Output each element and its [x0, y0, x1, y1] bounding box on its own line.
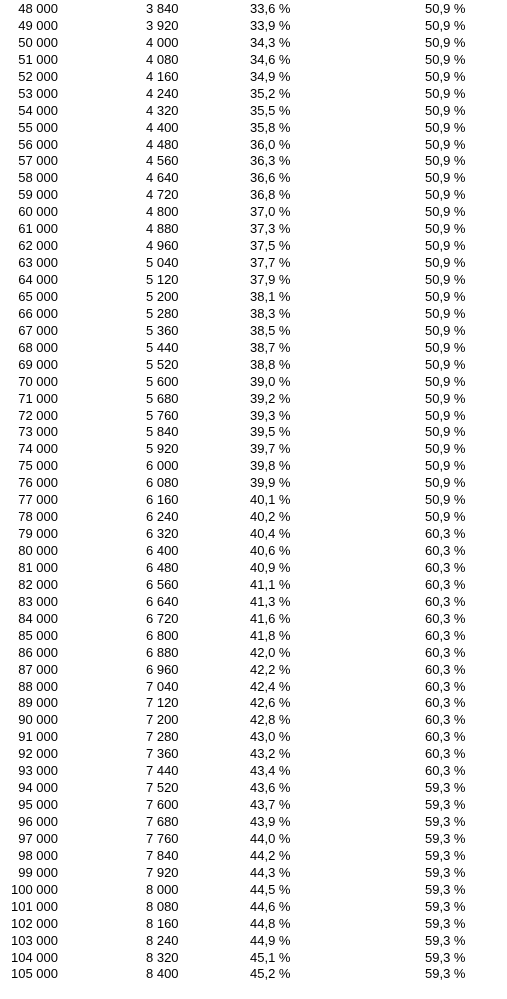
income-cell: 91 000: [18, 729, 58, 745]
average-rate-cell: 45,2 %: [250, 966, 291, 982]
marginal-rate-cell: 60,3 %: [425, 695, 466, 711]
average-rate-cell: 41,6 %: [250, 610, 291, 626]
income-cell: 93 000: [18, 763, 58, 779]
tax-cell: 6 080: [146, 475, 179, 491]
income-cell: 61 000: [18, 221, 58, 237]
tax-cell: 7 040: [146, 678, 179, 694]
tax-cell: 7 440: [146, 763, 179, 779]
income-cell: 100 000: [11, 881, 58, 897]
tax-table: [0, 1, 507, 983]
average-rate-cell: 36,3 %: [250, 153, 291, 169]
table-row: [0, 374, 507, 391]
income-cell: 94 000: [18, 780, 58, 796]
table-row: [0, 18, 507, 35]
marginal-rate-cell: 50,9 %: [425, 305, 466, 321]
income-cell: 52 000: [18, 68, 58, 84]
tax-cell: 5 920: [146, 441, 179, 457]
table-row: [0, 408, 507, 425]
tax-cell: 5 440: [146, 339, 179, 355]
tax-cell: 7 920: [146, 864, 179, 880]
table-row: [0, 729, 507, 746]
income-cell: 48 000: [18, 1, 58, 16]
table-row: [0, 221, 507, 238]
tax-cell: 5 120: [146, 272, 179, 287]
average-rate-cell: 39,9 %: [250, 475, 291, 491]
tax-cell: 7 200: [146, 712, 179, 728]
average-rate-cell: 42,6 %: [250, 695, 291, 711]
table-row: [0, 966, 507, 983]
average-rate-cell: 39,2 %: [250, 390, 291, 406]
average-rate-cell: 43,6 %: [250, 780, 291, 796]
table-row: [0, 577, 507, 594]
average-rate-cell: 42,0 %: [250, 644, 291, 660]
income-cell: 88 000: [18, 678, 58, 694]
tax-cell: 6 800: [146, 627, 179, 643]
tax-cell: 6 000: [146, 458, 179, 474]
marginal-rate-cell: 50,9 %: [425, 492, 466, 508]
tax-cell: 8 320: [146, 949, 179, 965]
table-row: [0, 763, 507, 780]
income-cell: 73 000: [18, 424, 58, 440]
tax-cell: 5 200: [146, 288, 179, 304]
table-row: [0, 865, 507, 882]
table-row: [0, 594, 507, 611]
income-cell: 104 000: [11, 949, 58, 965]
table-row: [0, 52, 507, 69]
table-row: [0, 611, 507, 628]
marginal-rate-cell: 59,3 %: [425, 898, 466, 914]
income-cell: 50 000: [18, 34, 58, 50]
table-row: [0, 492, 507, 509]
tax-cell: 6 880: [146, 644, 179, 660]
income-cell: 78 000: [18, 509, 58, 525]
average-rate-cell: 34,9 %: [250, 68, 291, 84]
tax-cell: 4 720: [146, 187, 179, 203]
tax-cell: 4 080: [146, 51, 179, 67]
marginal-rate-cell: 50,9 %: [425, 424, 466, 440]
income-cell: 81 000: [18, 559, 58, 575]
income-cell: 101 000: [11, 898, 58, 914]
income-cell: 59 000: [18, 187, 58, 203]
marginal-rate-cell: 50,9 %: [425, 153, 466, 169]
income-cell: 64 000: [18, 272, 58, 287]
average-rate-cell: 39,5 %: [250, 424, 291, 440]
table-row: [0, 780, 507, 797]
average-rate-cell: 34,3 %: [250, 34, 291, 50]
table-row: [0, 797, 507, 814]
table-row: [0, 543, 507, 560]
table-row: [0, 712, 507, 729]
marginal-rate-cell: 50,9 %: [425, 34, 466, 50]
marginal-rate-cell: 50,9 %: [425, 339, 466, 355]
marginal-rate-cell: 60,3 %: [425, 729, 466, 745]
income-cell: 90 000: [18, 712, 58, 728]
marginal-rate-cell: 60,3 %: [425, 610, 466, 626]
income-cell: 77 000: [18, 492, 58, 508]
average-rate-cell: 45,1 %: [250, 949, 291, 965]
income-cell: 49 000: [18, 17, 58, 33]
income-cell: 72 000: [18, 407, 58, 423]
average-rate-cell: 43,0 %: [250, 729, 291, 745]
income-cell: 75 000: [18, 458, 58, 474]
tax-cell: 7 280: [146, 729, 179, 745]
marginal-rate-cell: 59,3 %: [425, 949, 466, 965]
marginal-rate-cell: 50,9 %: [425, 272, 466, 287]
tax-cell: 6 400: [146, 543, 179, 558]
tax-cell: 6 560: [146, 576, 179, 592]
table-row: [0, 662, 507, 679]
table-row: [0, 916, 507, 933]
marginal-rate-cell: 60,3 %: [425, 559, 466, 575]
marginal-rate-cell: 50,9 %: [425, 475, 466, 491]
income-cell: 76 000: [18, 475, 58, 491]
tax-cell: 4 000: [146, 34, 179, 50]
tax-cell: 4 800: [146, 204, 179, 220]
table-row: [0, 137, 507, 154]
average-rate-cell: 44,2 %: [250, 847, 291, 863]
marginal-rate-cell: 50,9 %: [425, 373, 466, 389]
tax-cell: 4 880: [146, 221, 179, 237]
table-row: [0, 475, 507, 492]
income-cell: 82 000: [18, 576, 58, 592]
average-rate-cell: 40,1 %: [250, 492, 291, 508]
tax-cell: 6 320: [146, 526, 179, 542]
income-cell: 57 000: [18, 153, 58, 169]
average-rate-cell: 35,8 %: [250, 119, 291, 135]
average-rate-cell: 43,7 %: [250, 797, 291, 813]
table-row: [0, 695, 507, 712]
income-cell: 98 000: [18, 847, 58, 863]
income-cell: 68 000: [18, 339, 58, 355]
table-row: [0, 340, 507, 357]
average-rate-cell: 44,3 %: [250, 864, 291, 880]
tax-cell: 5 760: [146, 407, 179, 423]
average-rate-cell: 39,3 %: [250, 407, 291, 423]
marginal-rate-cell: 50,9 %: [425, 255, 466, 271]
income-cell: 67 000: [18, 322, 58, 338]
marginal-rate-cell: 50,9 %: [425, 356, 466, 372]
tax-cell: 8 400: [146, 966, 179, 982]
marginal-rate-cell: 50,9 %: [425, 204, 466, 220]
tax-cell: 7 520: [146, 780, 179, 796]
tax-cell: 8 080: [146, 898, 179, 914]
table-row: [0, 950, 507, 967]
table-row: [0, 526, 507, 543]
table-row: [0, 899, 507, 916]
average-rate-cell: 42,4 %: [250, 678, 291, 694]
tax-cell: 5 040: [146, 255, 179, 271]
table-row: [0, 1, 507, 18]
average-rate-cell: 44,0 %: [250, 830, 291, 846]
table-row: [0, 509, 507, 526]
marginal-rate-cell: 60,3 %: [425, 576, 466, 592]
marginal-rate-cell: 50,9 %: [425, 322, 466, 338]
table-row: [0, 831, 507, 848]
tax-cell: 6 160: [146, 492, 179, 508]
tax-cell: 4 480: [146, 136, 179, 152]
table-row: [0, 204, 507, 221]
table-row: [0, 187, 507, 204]
income-cell: 105 000: [11, 966, 58, 982]
average-rate-cell: 42,2 %: [250, 661, 291, 677]
table-row: [0, 882, 507, 899]
tax-cell: 7 680: [146, 814, 179, 829]
income-cell: 60 000: [18, 204, 58, 220]
table-row: [0, 933, 507, 950]
average-rate-cell: 43,4 %: [250, 763, 291, 779]
income-cell: 87 000: [18, 661, 58, 677]
marginal-rate-cell: 60,3 %: [425, 526, 466, 542]
average-rate-cell: 44,8 %: [250, 915, 291, 931]
tax-cell: 5 520: [146, 356, 179, 372]
average-rate-cell: 41,3 %: [250, 593, 291, 609]
marginal-rate-cell: 50,9 %: [425, 221, 466, 237]
marginal-rate-cell: 59,3 %: [425, 881, 466, 897]
average-rate-cell: 42,8 %: [250, 712, 291, 728]
table-row: [0, 170, 507, 187]
income-cell: 71 000: [18, 390, 58, 406]
table-row: [0, 441, 507, 458]
tax-cell: 4 160: [146, 68, 179, 84]
income-cell: 62 000: [18, 238, 58, 254]
marginal-rate-cell: 60,3 %: [425, 712, 466, 728]
table-row: [0, 560, 507, 577]
marginal-rate-cell: 50,9 %: [425, 17, 466, 33]
average-rate-cell: 38,5 %: [250, 322, 291, 338]
income-cell: 86 000: [18, 644, 58, 660]
income-cell: 80 000: [18, 543, 58, 558]
marginal-rate-cell: 60,3 %: [425, 746, 466, 762]
tax-cell: 4 640: [146, 170, 179, 186]
income-cell: 74 000: [18, 441, 58, 457]
marginal-rate-cell: 59,3 %: [425, 797, 466, 813]
tax-cell: 5 840: [146, 424, 179, 440]
average-rate-cell: 40,4 %: [250, 526, 291, 542]
marginal-rate-cell: 59,3 %: [425, 932, 466, 948]
income-cell: 65 000: [18, 288, 58, 304]
marginal-rate-cell: 50,9 %: [425, 170, 466, 186]
tax-cell: 5 680: [146, 390, 179, 406]
marginal-rate-cell: 60,3 %: [425, 644, 466, 660]
average-rate-cell: 37,9 %: [250, 272, 291, 287]
income-cell: 70 000: [18, 373, 58, 389]
tax-cell: 7 360: [146, 746, 179, 762]
average-rate-cell: 44,6 %: [250, 898, 291, 914]
average-rate-cell: 40,9 %: [250, 559, 291, 575]
average-rate-cell: 41,8 %: [250, 627, 291, 643]
table-row: [0, 35, 507, 52]
table-row: [0, 272, 507, 289]
income-cell: 63 000: [18, 255, 58, 271]
marginal-rate-cell: 50,9 %: [425, 102, 466, 118]
tax-cell: 4 400: [146, 119, 179, 135]
marginal-rate-cell: 59,3 %: [425, 915, 466, 931]
average-rate-cell: 39,0 %: [250, 373, 291, 389]
average-rate-cell: 38,1 %: [250, 288, 291, 304]
average-rate-cell: 38,3 %: [250, 305, 291, 321]
income-cell: 56 000: [18, 136, 58, 152]
average-rate-cell: 33,6 %: [250, 1, 291, 16]
table-row: [0, 103, 507, 120]
average-rate-cell: 37,3 %: [250, 221, 291, 237]
table-row: [0, 424, 507, 441]
average-rate-cell: 43,9 %: [250, 814, 291, 829]
marginal-rate-cell: 60,3 %: [425, 593, 466, 609]
table-row: [0, 120, 507, 137]
tax-cell: 4 560: [146, 153, 179, 169]
table-row: [0, 238, 507, 255]
income-cell: 92 000: [18, 746, 58, 762]
table-row: [0, 255, 507, 272]
income-cell: 66 000: [18, 305, 58, 321]
marginal-rate-cell: 60,3 %: [425, 678, 466, 694]
marginal-rate-cell: 50,9 %: [425, 119, 466, 135]
tax-cell: 6 240: [146, 509, 179, 525]
tax-cell: 6 720: [146, 610, 179, 626]
table-row: [0, 628, 507, 645]
income-cell: 85 000: [18, 627, 58, 643]
marginal-rate-cell: 50,9 %: [425, 187, 466, 203]
average-rate-cell: 43,2 %: [250, 746, 291, 762]
average-rate-cell: 33,9 %: [250, 17, 291, 33]
tax-cell: 4 320: [146, 102, 179, 118]
tax-cell: 8 240: [146, 932, 179, 948]
table-row: [0, 153, 507, 170]
average-rate-cell: 36,0 %: [250, 136, 291, 152]
marginal-rate-cell: 60,3 %: [425, 543, 466, 558]
marginal-rate-cell: 50,9 %: [425, 390, 466, 406]
tax-cell: 6 640: [146, 593, 179, 609]
tax-cell: 4 960: [146, 238, 179, 254]
table-row: [0, 306, 507, 323]
income-cell: 102 000: [11, 915, 58, 931]
tax-cell: 8 160: [146, 915, 179, 931]
marginal-rate-cell: 60,3 %: [425, 763, 466, 779]
marginal-rate-cell: 50,9 %: [425, 509, 466, 525]
marginal-rate-cell: 59,3 %: [425, 864, 466, 880]
table-row: [0, 86, 507, 103]
marginal-rate-cell: 59,3 %: [425, 780, 466, 796]
average-rate-cell: 34,6 %: [250, 51, 291, 67]
income-cell: 89 000: [18, 695, 58, 711]
tax-cell: 7 120: [146, 695, 179, 711]
marginal-rate-cell: 59,3 %: [425, 966, 466, 982]
table-row: [0, 814, 507, 831]
marginal-rate-cell: 50,9 %: [425, 136, 466, 152]
tax-cell: 4 240: [146, 85, 179, 101]
income-cell: 97 000: [18, 830, 58, 846]
average-rate-cell: 40,2 %: [250, 509, 291, 525]
table-row: [0, 391, 507, 408]
tax-cell: 6 480: [146, 559, 179, 575]
tax-cell: 3 920: [146, 17, 179, 33]
marginal-rate-cell: 60,3 %: [425, 661, 466, 677]
average-rate-cell: 38,8 %: [250, 356, 291, 372]
average-rate-cell: 36,6 %: [250, 170, 291, 186]
marginal-rate-cell: 59,3 %: [425, 830, 466, 846]
average-rate-cell: 39,7 %: [250, 441, 291, 457]
income-cell: 84 000: [18, 610, 58, 626]
average-rate-cell: 44,5 %: [250, 881, 291, 897]
marginal-rate-cell: 50,9 %: [425, 85, 466, 101]
marginal-rate-cell: 50,9 %: [425, 288, 466, 304]
income-cell: 95 000: [18, 797, 58, 813]
tax-cell: 7 760: [146, 830, 179, 846]
marginal-rate-cell: 50,9 %: [425, 407, 466, 423]
table-row: [0, 458, 507, 475]
income-cell: 83 000: [18, 593, 58, 609]
average-rate-cell: 38,7 %: [250, 339, 291, 355]
average-rate-cell: 36,8 %: [250, 187, 291, 203]
income-cell: 54 000: [18, 102, 58, 118]
income-cell: 96 000: [18, 814, 58, 829]
table-row: [0, 69, 507, 86]
average-rate-cell: 37,5 %: [250, 238, 291, 254]
income-cell: 99 000: [18, 864, 58, 880]
table-row: [0, 746, 507, 763]
average-rate-cell: 41,1 %: [250, 576, 291, 592]
average-rate-cell: 39,8 %: [250, 458, 291, 474]
table-row: [0, 848, 507, 865]
average-rate-cell: 44,9 %: [250, 932, 291, 948]
tax-cell: 5 360: [146, 322, 179, 338]
marginal-rate-cell: 59,3 %: [425, 847, 466, 863]
tax-cell: 7 600: [146, 797, 179, 813]
marginal-rate-cell: 59,3 %: [425, 814, 466, 829]
tax-cell: 6 960: [146, 661, 179, 677]
average-rate-cell: 37,0 %: [250, 204, 291, 220]
income-cell: 51 000: [18, 51, 58, 67]
average-rate-cell: 35,2 %: [250, 85, 291, 101]
marginal-rate-cell: 50,9 %: [425, 51, 466, 67]
tax-cell: 7 840: [146, 847, 179, 863]
tax-cell: 8 000: [146, 881, 179, 897]
tax-cell: 5 600: [146, 373, 179, 389]
table-row: [0, 357, 507, 374]
income-cell: 55 000: [18, 119, 58, 135]
marginal-rate-cell: 50,9 %: [425, 1, 466, 16]
income-cell: 58 000: [18, 170, 58, 186]
table-row: [0, 289, 507, 306]
marginal-rate-cell: 50,9 %: [425, 238, 466, 254]
income-cell: 79 000: [18, 526, 58, 542]
marginal-rate-cell: 60,3 %: [425, 627, 466, 643]
table-row: [0, 679, 507, 696]
income-cell: 69 000: [18, 356, 58, 372]
marginal-rate-cell: 50,9 %: [425, 441, 466, 457]
average-rate-cell: 40,6 %: [250, 543, 291, 558]
tax-cell: 3 840: [146, 1, 179, 16]
tax-cell: 5 280: [146, 305, 179, 321]
income-cell: 103 000: [11, 932, 58, 948]
average-rate-cell: 35,5 %: [250, 102, 291, 118]
table-row: [0, 645, 507, 662]
marginal-rate-cell: 50,9 %: [425, 68, 466, 84]
income-cell: 53 000: [18, 85, 58, 101]
average-rate-cell: 37,7 %: [250, 255, 291, 271]
table-row: [0, 323, 507, 340]
marginal-rate-cell: 50,9 %: [425, 458, 466, 474]
